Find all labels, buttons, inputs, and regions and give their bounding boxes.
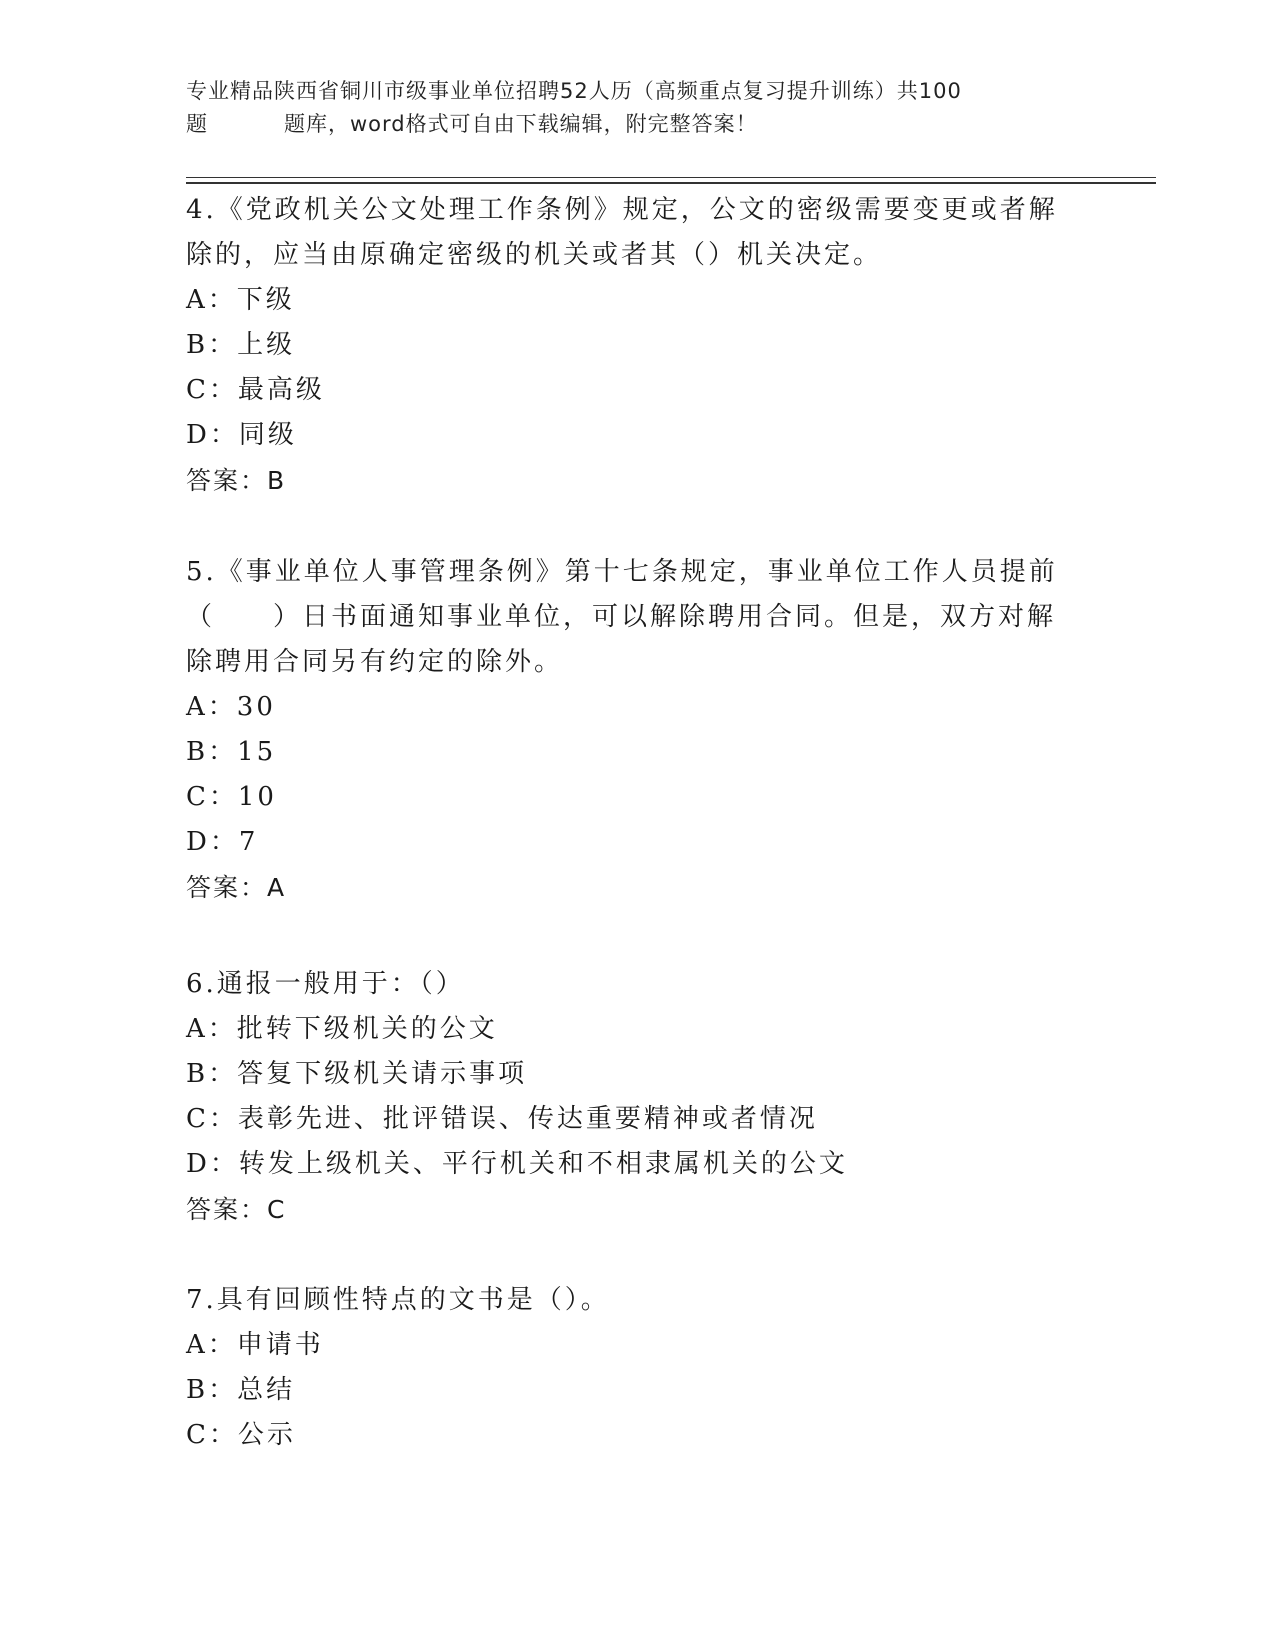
question-stem-line: 7.具有回顾性特点的文书是（）。: [186, 1285, 610, 1315]
question-block: [186, 962, 1066, 1232]
document-header: [186, 75, 1066, 141]
option-c: C：表彰先进、批评错误、传达重要精神或者情况: [186, 1104, 818, 1134]
question-stem: [186, 550, 1066, 685]
question-stem-line: 除的，应当由原确定密级的机关或者其（）机关决定。: [186, 240, 883, 270]
question-stem-line: （ ）日书面通知事业单位，可以解除聘用合同。但是，双方对解: [186, 602, 1057, 632]
question-stem-line: 除聘用合同另有约定的除外。: [186, 647, 564, 677]
question-stem: [186, 188, 1066, 278]
option-a: A：批转下级机关的公文: [186, 1014, 498, 1044]
header-subtitle-right: 题库，word格式可自由下载编辑，附完整答案！: [284, 112, 758, 136]
question-stem-line: 5.《事业单位人事管理条例》第十七条规定，事业单位工作人员提前: [186, 557, 1058, 587]
question-stem-line: 4.《党政机关公文处理工作条例》规定，公文的密级需要变更或者解: [186, 195, 1058, 225]
answer-line: 答案：C: [186, 1195, 287, 1224]
option-d: D：转发上级机关、平行机关和不相隶属机关的公文: [186, 1149, 848, 1179]
option-b: B：上级: [186, 330, 296, 360]
option-a: A：30: [186, 692, 276, 722]
option-c: C：最高级: [186, 375, 325, 405]
header-subtitle-line: [186, 108, 1066, 141]
option-b: B：答复下级机关请示事项: [186, 1059, 528, 1089]
question-block: [186, 550, 1066, 910]
header-subtitle-left: 题: [186, 112, 208, 136]
option-a: A：申请书: [186, 1330, 324, 1360]
option-c: C：10: [186, 782, 277, 812]
option-a: A：下级: [186, 285, 295, 315]
answer-line: 答案：A: [186, 873, 287, 902]
option-d: D：同级: [186, 420, 297, 450]
question-stem-line: 6.通报一般用于：（）: [186, 969, 465, 999]
header-divider-thin: [186, 177, 1156, 178]
header-divider-thick: [186, 182, 1156, 184]
option-b: B：15: [186, 737, 277, 767]
option-c: C：公示: [186, 1420, 296, 1450]
question-stem: [186, 1278, 1066, 1323]
header-title-line: 专业精品陕西省铜川市级事业单位招聘52人历（高频重点复习提升训练）共100: [186, 79, 962, 103]
option-d: D：7: [186, 827, 259, 857]
question-stem: [186, 962, 1066, 1007]
option-b: B：总结: [186, 1375, 296, 1405]
question-block: [186, 1278, 1066, 1458]
answer-line: 答案：B: [186, 466, 287, 495]
question-block: [186, 188, 1066, 503]
